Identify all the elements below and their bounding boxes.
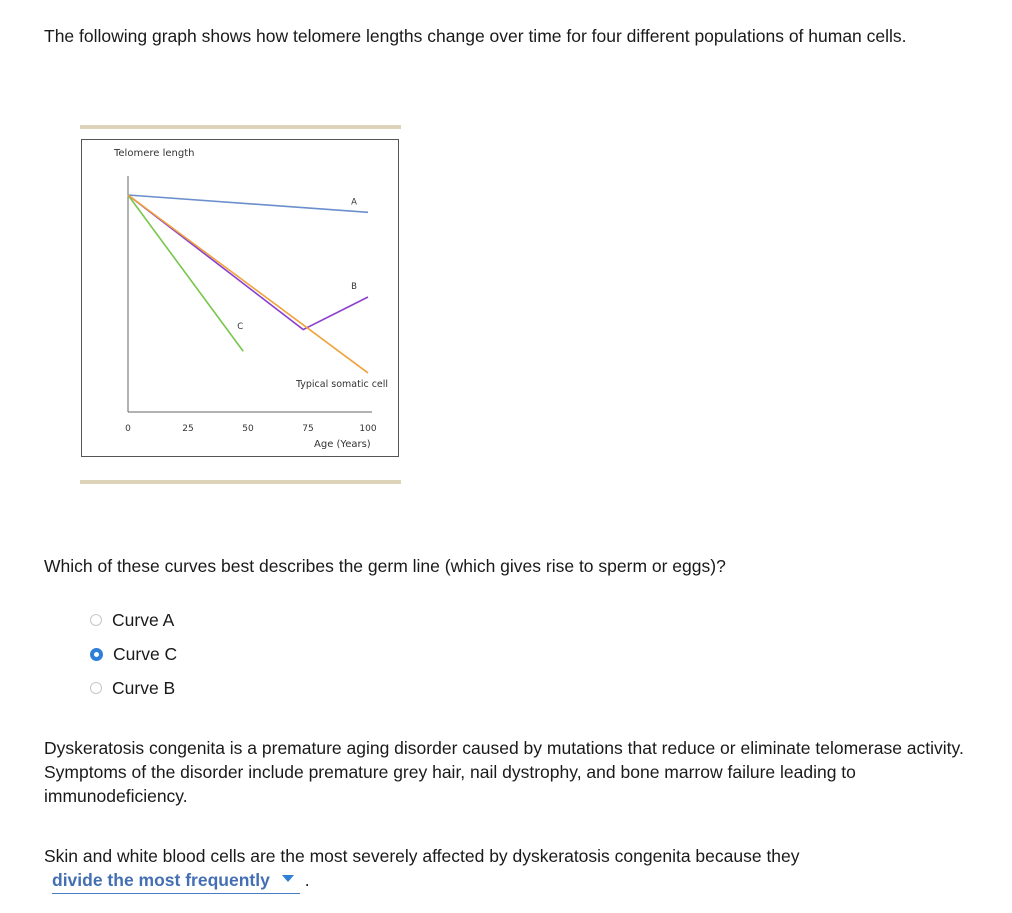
x-tick-label: 25	[182, 424, 194, 434]
series-label-a: A	[351, 197, 357, 208]
dyskeratosis-paragraph: Dyskeratosis congenita is a premature aging disorder caused by mutations that reduce or eliminate telomerase activity. Symptoms of the disorder include premature grey hair, nail dystrophy, and bone marrow failure leading to immunodeficiency.	[44, 738, 964, 806]
figure-top-rule	[80, 125, 401, 129]
radio-button[interactable]	[90, 682, 102, 694]
series-label-c: C	[237, 322, 244, 333]
telomere-chart	[81, 139, 399, 457]
dropdown-value: divide the most frequently	[52, 870, 270, 890]
question-text: Skin and white blood cells are the most severely affected by dyskeratosis congenita because they	[44, 846, 800, 866]
figure-bottom-rule	[80, 480, 401, 484]
x-tick-label: 0	[125, 424, 131, 434]
series-line-c	[128, 195, 243, 351]
question-dyskeratosis	[44, 844, 984, 894]
answer-dropdown[interactable]	[52, 868, 300, 894]
telomere-chart-svg	[82, 140, 398, 456]
option-label: Curve B	[112, 677, 176, 698]
radio-button[interactable]	[90, 648, 103, 661]
option-curve-b[interactable]	[88, 671, 177, 705]
dropdown-caret-icon	[282, 875, 294, 882]
series-line-typical-somatic-cell	[128, 195, 368, 373]
series-label-typical-somatic-cell: Typical somatic cell	[295, 378, 389, 390]
sentence-end: .	[304, 870, 310, 890]
intro-text: The following graph shows how telomere lengths change over time for four different populations of human cells.	[44, 26, 907, 46]
option-label: Curve A	[112, 609, 175, 630]
series-line-a	[128, 195, 368, 212]
x-axis-label: Age (Years)	[314, 439, 371, 450]
x-tick-label: 75	[302, 424, 314, 434]
option-curve-c[interactable]	[88, 637, 177, 671]
radio-button[interactable]	[90, 614, 102, 626]
option-curve-a[interactable]	[88, 603, 177, 637]
x-tick-label: 50	[242, 424, 254, 434]
series-label-b: B	[351, 281, 357, 292]
series-line-b	[128, 195, 368, 333]
question-germ-line: Which of these curves best describes the germ line (which gives rise to sperm or eggs)?	[44, 556, 726, 576]
y-axis-label: Telomere length	[114, 148, 195, 159]
option-label: Curve C	[113, 643, 178, 664]
x-tick-label: 100	[359, 424, 377, 434]
answer-options	[88, 603, 177, 705]
